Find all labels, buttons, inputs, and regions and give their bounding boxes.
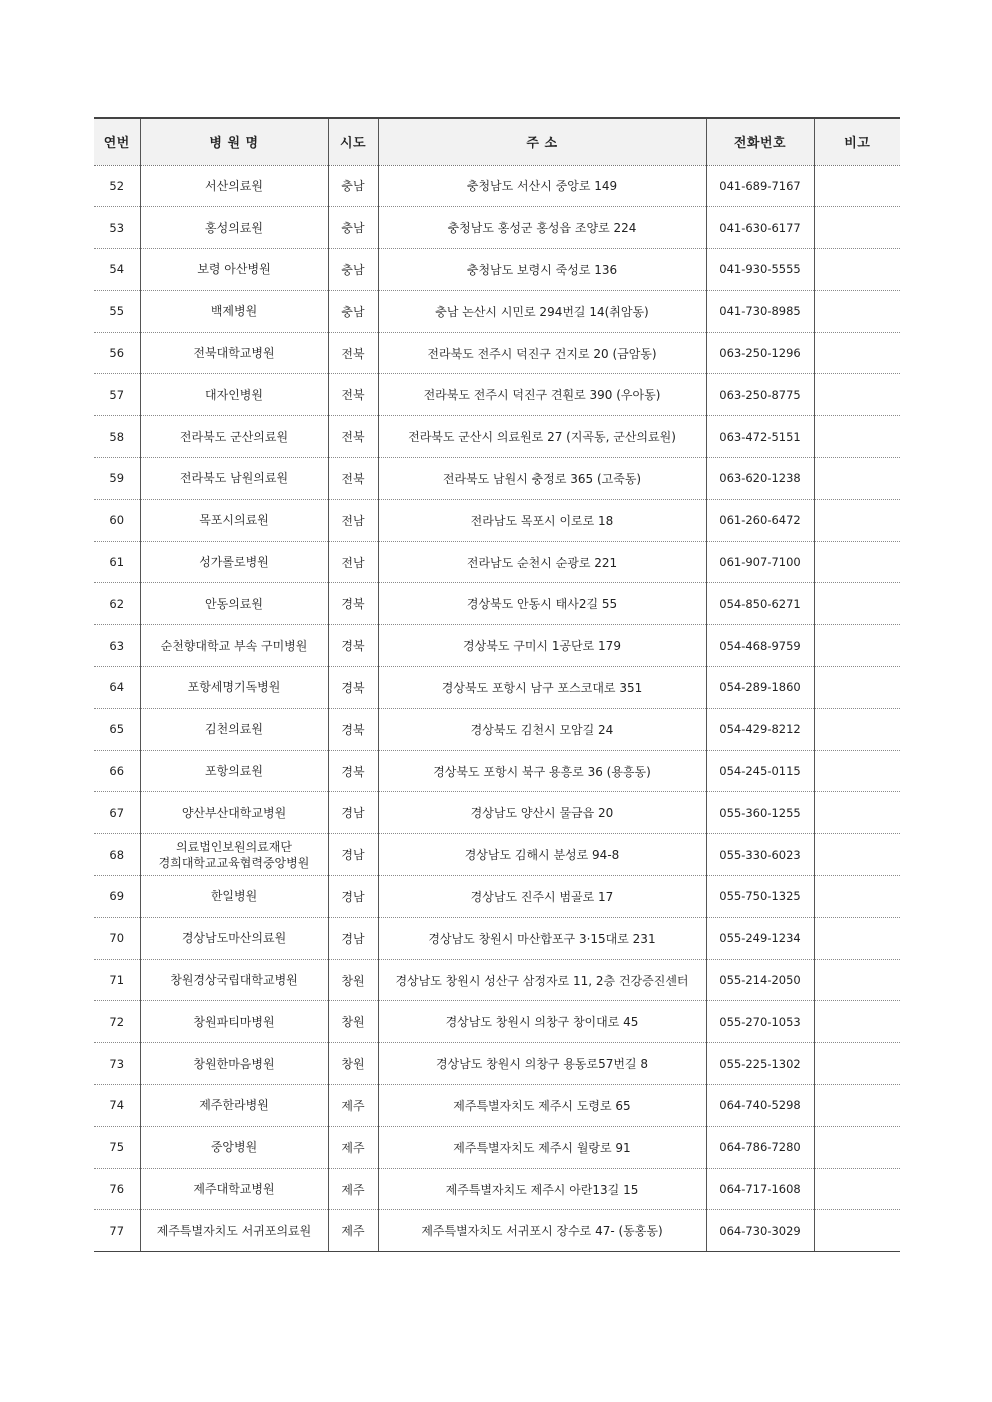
table-row [94,1043,900,1085]
header-address: 주 소 [378,118,706,165]
table-row [94,1126,900,1168]
header-note: 비고 [814,118,900,165]
row-note [814,667,900,709]
row-address: 경상남도 창원시 의창구 용동로57번길 8 [378,1043,706,1085]
hospital-name: 대자인병원 [140,374,328,416]
header-phone: 전화번호 [706,118,814,165]
hospital-name: 홍성의료원 [140,207,328,249]
row-phone: 063-472-5151 [706,416,814,458]
hospital-table [94,117,900,1252]
row-phone: 055-214-2050 [706,959,814,1001]
row-number: 58 [94,416,140,458]
hospital-name: 안동의료원 [140,583,328,625]
row-note [814,207,900,249]
row-note [814,1001,900,1043]
row-number: 67 [94,792,140,834]
table-row [94,1168,900,1210]
row-number: 72 [94,1001,140,1043]
header-row [94,118,900,165]
row-number: 63 [94,625,140,667]
table-row [94,499,900,541]
hospital-name: 한일병원 [140,876,328,918]
row-phone: 061-907-7100 [706,541,814,583]
row-address: 전라북도 전주시 덕진구 건지로 20 (금암동) [378,332,706,374]
row-address: 전라북도 남원시 충정로 365 (고죽동) [378,458,706,500]
row-phone: 064-717-1608 [706,1168,814,1210]
row-number: 52 [94,165,140,207]
row-note [814,1126,900,1168]
row-number: 68 [94,834,140,876]
hospital-name: 전라북도 남원의료원 [140,458,328,500]
table-row [94,708,900,750]
table-row [94,416,900,458]
row-address: 제주특별자치도 제주시 도령로 65 [378,1085,706,1127]
row-number: 64 [94,667,140,709]
row-note [814,499,900,541]
row-number: 60 [94,499,140,541]
row-note [814,625,900,667]
row-number: 76 [94,1168,140,1210]
table-row [94,583,900,625]
row-sido: 충남 [328,290,378,332]
row-address: 전라북도 전주시 덕진구 견훤로 390 (우아동) [378,374,706,416]
table-row [94,792,900,834]
row-address: 경상남도 창원시 성산구 삼정자로 11, 2층 건강증진센터 [378,959,706,1001]
row-phone: 054-850-6271 [706,583,814,625]
row-address: 경상북도 김천시 모암길 24 [378,708,706,750]
row-phone: 054-468-9759 [706,625,814,667]
hospital-name: 창원한마음병원 [140,1043,328,1085]
row-note [814,541,900,583]
row-phone: 041-630-6177 [706,207,814,249]
row-address: 전라남도 목포시 이로로 18 [378,499,706,541]
row-sido: 경북 [328,583,378,625]
row-phone: 054-429-8212 [706,708,814,750]
row-number: 70 [94,917,140,959]
row-note [814,332,900,374]
hospital-name: 제주한라병원 [140,1085,328,1127]
row-sido: 경북 [328,667,378,709]
row-phone: 054-245-0115 [706,750,814,792]
row-number: 77 [94,1210,140,1252]
hospital-name: 창원파티마병원 [140,1001,328,1043]
hospital-name: 백제병원 [140,290,328,332]
row-sido: 전남 [328,541,378,583]
row-phone: 055-750-1325 [706,876,814,918]
row-phone: 063-250-8775 [706,374,814,416]
row-address: 제주특별자치도 제주시 아란13길 15 [378,1168,706,1210]
row-phone: 055-225-1302 [706,1043,814,1085]
table-row [94,249,900,291]
hospital-name-line2: 경희대학교교육협력중앙병원 [158,855,310,870]
row-phone: 055-330-6023 [706,834,814,876]
hospital-name: 양산부산대학교병원 [140,792,328,834]
row-note [814,834,900,876]
header-hospital-name: 병 원 명 [140,118,328,165]
row-phone: 064-786-7280 [706,1126,814,1168]
hospital-list-document [94,117,900,1252]
row-address: 경상북도 포항시 북구 용흥로 36 (용흥동) [378,750,706,792]
table-row [94,959,900,1001]
table-row [94,834,900,876]
table-row [94,207,900,249]
table-body [94,165,900,1252]
row-phone: 055-360-1255 [706,792,814,834]
hospital-name: 목포시의료원 [140,499,328,541]
row-sido: 경북 [328,708,378,750]
hospital-name: 전라북도 군산의료원 [140,416,328,458]
hospital-name: 성가롤로병원 [140,541,328,583]
row-number: 73 [94,1043,140,1085]
row-phone: 064-740-5298 [706,1085,814,1127]
row-note [814,249,900,291]
table-header [94,118,900,165]
hospital-name: 김천의료원 [140,708,328,750]
row-sido: 전북 [328,458,378,500]
row-address: 경상북도 포항시 남구 포스코대로 351 [378,667,706,709]
row-number: 74 [94,1085,140,1127]
row-note [814,917,900,959]
row-sido: 제주 [328,1085,378,1127]
hospital-name: 경상남도마산의료원 [140,917,328,959]
table-row [94,876,900,918]
row-address: 경상남도 김해시 분성로 94-8 [378,834,706,876]
row-address: 충청남도 보령시 죽성로 136 [378,249,706,291]
hospital-name: 포항의료원 [140,750,328,792]
row-address: 제주특별자치도 제주시 월랑로 91 [378,1126,706,1168]
row-address: 경상북도 안동시 태사2길 55 [378,583,706,625]
row-note [814,583,900,625]
row-address: 제주특별자치도 서귀포시 장수로 47- (동홍동) [378,1210,706,1252]
row-note [814,959,900,1001]
row-note [814,708,900,750]
row-number: 65 [94,708,140,750]
row-sido: 경남 [328,834,378,876]
table-row [94,458,900,500]
row-address: 충청남도 서산시 중앙로 149 [378,165,706,207]
hospital-name: 포항세명기독병원 [140,667,328,709]
table-row [94,750,900,792]
row-number: 54 [94,249,140,291]
row-phone: 041-689-7167 [706,165,814,207]
row-phone: 041-730-8985 [706,290,814,332]
table-row [94,541,900,583]
row-sido: 충남 [328,249,378,291]
row-note [814,374,900,416]
row-note [814,750,900,792]
hospital-name: 서산의료원 [140,165,328,207]
row-phone: 041-930-5555 [706,249,814,291]
hospital-name: 보령 아산병원 [140,249,328,291]
row-note [814,792,900,834]
row-address: 경상북도 구미시 1공단로 179 [378,625,706,667]
hospital-name-line1: 의료법인보원의료재단 [176,839,292,854]
row-phone: 063-250-1296 [706,332,814,374]
row-number: 57 [94,374,140,416]
row-number: 55 [94,290,140,332]
row-note [814,290,900,332]
hospital-name: 전북대학교병원 [140,332,328,374]
table-row [94,917,900,959]
row-address: 충남 논산시 시민로 294번길 14(취암동) [378,290,706,332]
row-address: 경상남도 진주시 범골로 17 [378,876,706,918]
table-row [94,290,900,332]
table-row [94,374,900,416]
row-number: 59 [94,458,140,500]
row-note [814,416,900,458]
row-sido: 제주 [328,1210,378,1252]
row-sido: 창원 [328,1043,378,1085]
row-sido: 전북 [328,416,378,458]
row-address: 충청남도 홍성군 홍성읍 조양로 224 [378,207,706,249]
table-row [94,625,900,667]
row-phone: 055-270-1053 [706,1001,814,1043]
row-number: 75 [94,1126,140,1168]
row-note [814,165,900,207]
row-sido: 창원 [328,1001,378,1043]
row-phone: 064-730-3029 [706,1210,814,1252]
row-sido: 창원 [328,959,378,1001]
row-sido: 경남 [328,792,378,834]
row-phone: 054-289-1860 [706,667,814,709]
row-address: 경상남도 창원시 마산합포구 3·15대로 231 [378,917,706,959]
hospital-name: 제주특별자치도 서귀포의료원 [140,1210,328,1252]
row-sido: 전남 [328,499,378,541]
table-row [94,165,900,207]
row-number: 61 [94,541,140,583]
row-sido: 경북 [328,625,378,667]
row-note [814,1210,900,1252]
header-sido: 시도 [328,118,378,165]
hospital-name: 중앙병원 [140,1126,328,1168]
table-row [94,667,900,709]
row-sido: 경북 [328,750,378,792]
row-address: 전라남도 순천시 순광로 221 [378,541,706,583]
row-address: 경상남도 양산시 물금읍 20 [378,792,706,834]
row-note [814,876,900,918]
header-no: 연번 [94,118,140,165]
table-row [94,1001,900,1043]
hospital-name: 제주대학교병원 [140,1168,328,1210]
table-row [94,1210,900,1252]
row-sido: 경남 [328,917,378,959]
row-number: 71 [94,959,140,1001]
row-sido: 전북 [328,374,378,416]
row-sido: 충남 [328,165,378,207]
row-note [814,1043,900,1085]
row-address: 전라북도 군산시 의료원로 27 (지곡동, 군산의료원) [378,416,706,458]
row-phone: 061-260-6472 [706,499,814,541]
row-number: 62 [94,583,140,625]
row-phone: 055-249-1234 [706,917,814,959]
hospital-name: 순천향대학교 부속 구미병원 [140,625,328,667]
row-number: 66 [94,750,140,792]
hospital-name: 창원경상국립대학교병원 [140,959,328,1001]
row-note [814,1168,900,1210]
table-row [94,332,900,374]
row-sido: 제주 [328,1126,378,1168]
row-number: 53 [94,207,140,249]
row-sido: 전북 [328,332,378,374]
row-number: 69 [94,876,140,918]
row-number: 56 [94,332,140,374]
hospital-name [140,834,328,876]
row-note [814,1085,900,1127]
row-phone: 063-620-1238 [706,458,814,500]
row-sido: 제주 [328,1168,378,1210]
row-sido: 충남 [328,207,378,249]
row-sido: 경남 [328,876,378,918]
row-note [814,458,900,500]
table-row [94,1085,900,1127]
row-address: 경상남도 창원시 의창구 창이대로 45 [378,1001,706,1043]
